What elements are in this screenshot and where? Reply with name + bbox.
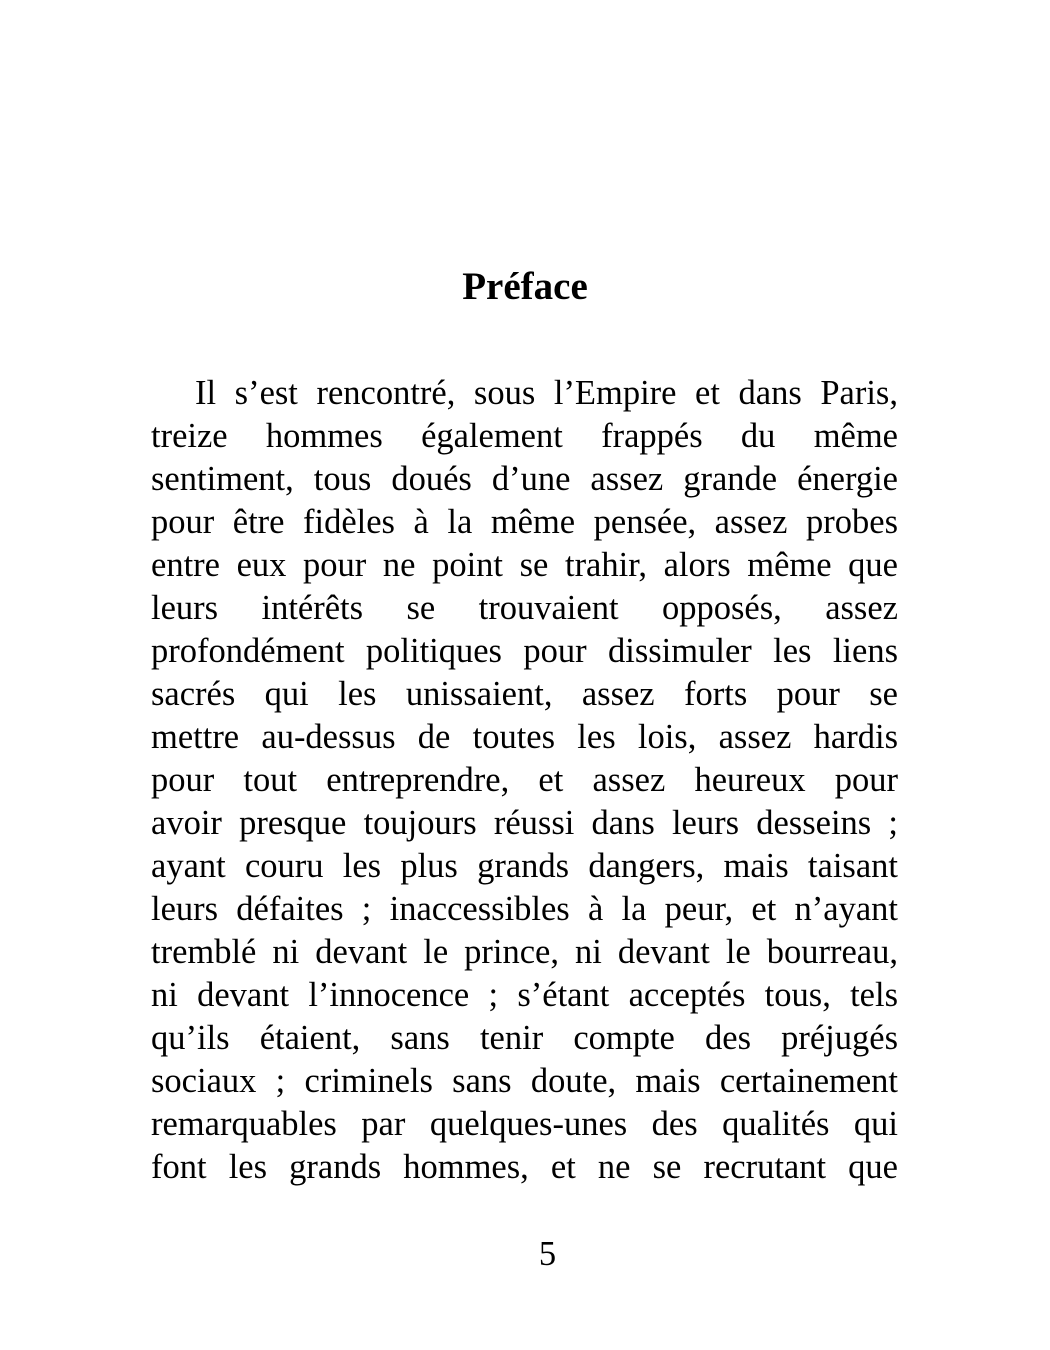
text-line: Il s’est rencontré, sous l’Empire et dans Paris, bbox=[195, 374, 898, 412]
text-line: treize hommes également frappés du même bbox=[151, 417, 898, 455]
text-line: profondément politiques pour dissimuler les liens bbox=[151, 632, 898, 670]
text-line: avoir presque toujours réussi dans leurs desseins ; bbox=[151, 804, 898, 842]
text-line: sociaux ; criminels sans doute, mais certainement bbox=[151, 1062, 898, 1100]
text-line: entre eux pour ne point se trahir, alors même que bbox=[151, 546, 898, 584]
text-line: ayant couru les plus grands dangers, mais taisant bbox=[151, 847, 898, 885]
text-line: remarquables par quelques-unes des qualités qui bbox=[151, 1105, 898, 1143]
text-line: pour tout entreprendre, et assez heureux pour bbox=[151, 761, 898, 799]
text-line: sacrés qui les unissaient, assez forts pour se bbox=[151, 675, 898, 713]
text-line: sentiment, tous doués d’une assez grande énergie bbox=[151, 460, 898, 498]
text-line: tremblé ni devant le prince, ni devant le bourreau, bbox=[151, 933, 898, 971]
text-line: pour être fidèles à la même pensée, assez probes bbox=[151, 503, 898, 541]
page-number: 5 bbox=[538, 1235, 557, 1273]
text-line: leurs défaites ; inaccessibles à la peur, et n’ayant bbox=[151, 890, 898, 928]
text-line: mettre au-dessus de toutes les lois, assez hardis bbox=[151, 718, 898, 756]
text-line: qu’ils étaient, sans tenir compte des préjugés bbox=[151, 1019, 898, 1057]
chapter-title: Préface bbox=[462, 265, 588, 308]
text-line: ni devant l’innocence ; s’étant acceptés tous, tels bbox=[151, 976, 898, 1014]
text-line: leurs intérêts se trouvaient opposés, assez bbox=[151, 589, 898, 627]
text-line: font les grands hommes, et ne se recrutant que bbox=[151, 1148, 898, 1186]
paragraph bbox=[151, 372, 898, 1189]
